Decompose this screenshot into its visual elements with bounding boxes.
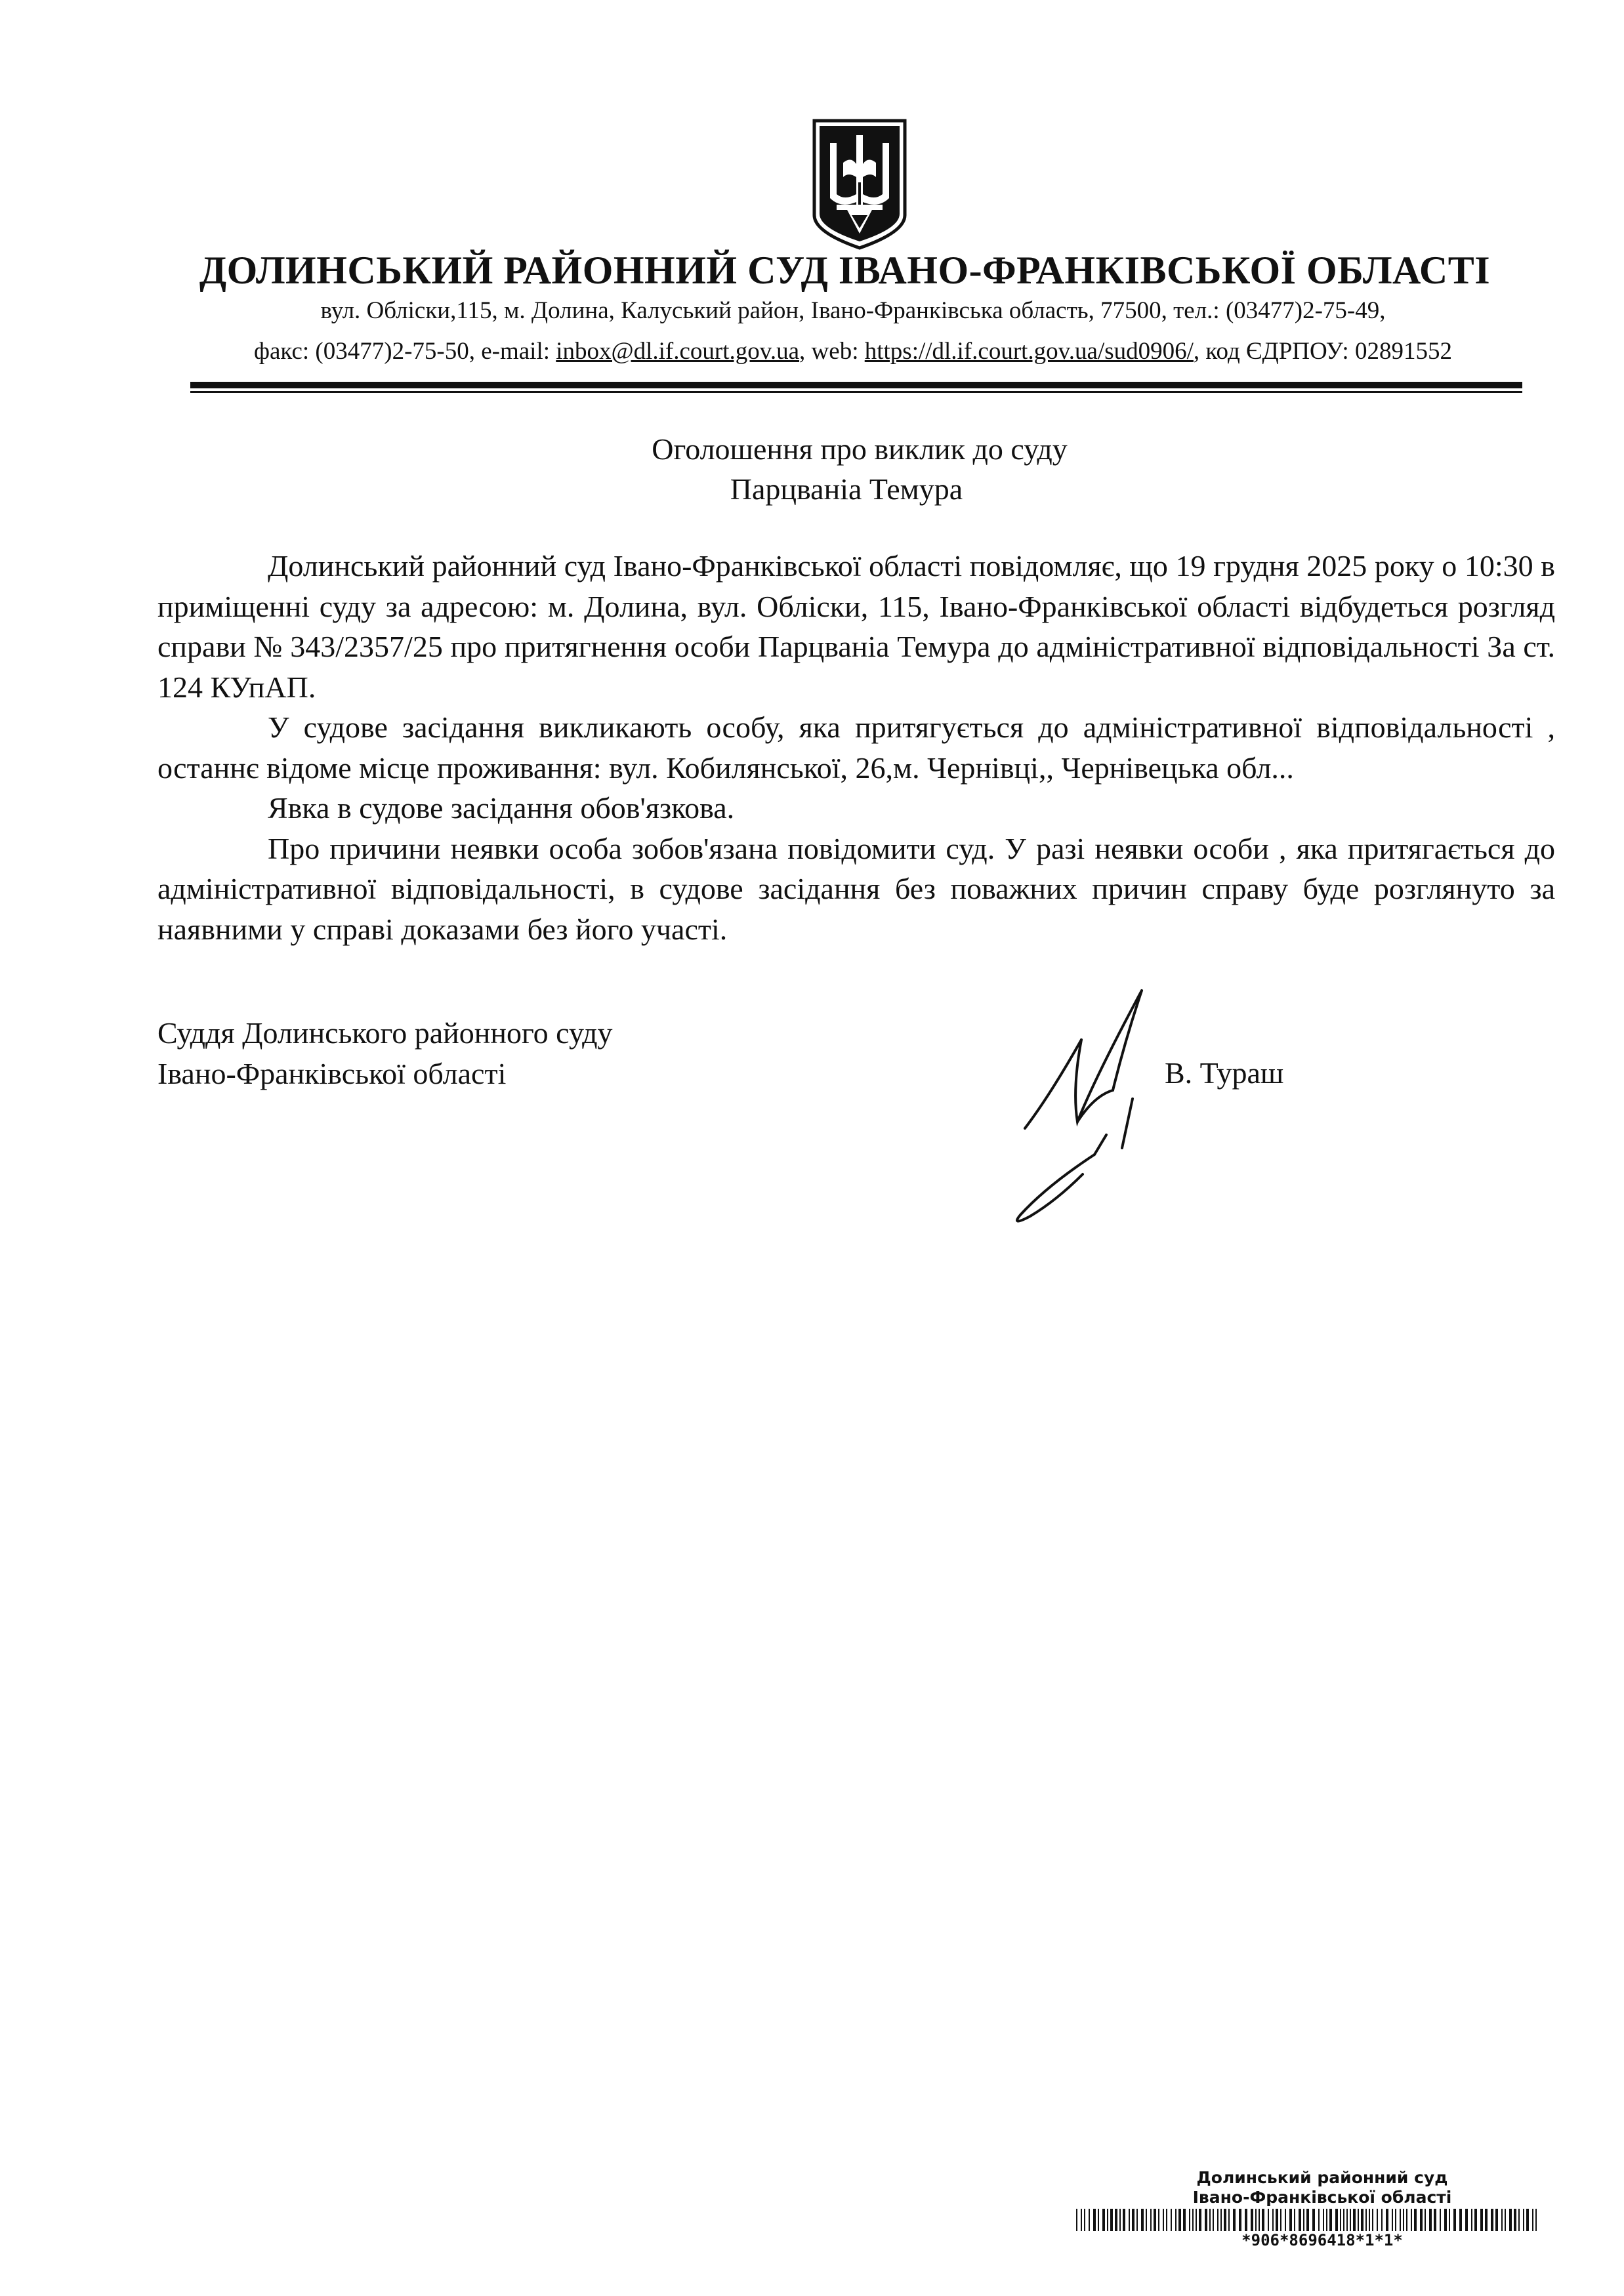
barcode-bar <box>1365 2209 1367 2231</box>
barcode-bar <box>1259 2209 1260 2231</box>
judge-title <box>157 1013 613 1094</box>
barcode-bar <box>1084 2209 1085 2231</box>
fax-text: факс: (03477)2-75-50, e-mail: <box>254 338 556 365</box>
notice-title: Оголошення про виклик до суду <box>652 432 1068 466</box>
barcode-bar <box>1239 2209 1241 2231</box>
barcode-bar <box>1115 2209 1117 2231</box>
court-name: ДОЛИНСЬКИЙ РАЙОННИЙ СУД ІВАНО-ФРАНКІВСЬКОЇ ОБЛАСТІ <box>199 249 1491 292</box>
barcode-bar <box>1199 2209 1201 2231</box>
barcode-bar <box>1495 2209 1498 2231</box>
barcode-bar <box>1192 2209 1194 2231</box>
barcode-bar <box>1262 2209 1264 2231</box>
barcode-bar <box>1183 2209 1186 2231</box>
edrpou-code: , код ЄДРПОУ: 02891552 <box>1193 338 1452 365</box>
stamp-code: *906*8696418*1*1* <box>1241 2231 1403 2249</box>
barcode-bar <box>1209 2209 1211 2231</box>
coat-of-arms-icon <box>810 117 909 251</box>
barcode-bar <box>1107 2209 1108 2231</box>
barcode-bar <box>1251 2209 1253 2231</box>
barcode-bar <box>1098 2209 1099 2231</box>
notice-person: Парцваніа Темура <box>730 472 963 506</box>
notice-body <box>157 546 1555 949</box>
barcode-bar <box>1323 2209 1324 2231</box>
stamp-court-name: Долинський районний суд <box>1196 2168 1448 2187</box>
barcode-bar <box>1299 2209 1301 2231</box>
barcode-bar <box>1353 2209 1356 2231</box>
barcode-bar <box>1361 2209 1364 2231</box>
barcode-bar <box>1505 2209 1506 2231</box>
barcode-bar <box>1532 2209 1533 2231</box>
barcode-bar <box>1326 2209 1327 2231</box>
barcode-bar <box>1276 2209 1278 2231</box>
barcode-bar <box>1377 2209 1378 2231</box>
header-divider-thick <box>190 382 1522 388</box>
barcode-bar <box>1132 2209 1135 2231</box>
judge-title-line: Суддя Долинського районного суду <box>157 1016 613 1050</box>
barcode-bar <box>1268 2209 1269 2231</box>
barcode-bar <box>1285 2209 1286 2231</box>
barcode-bar <box>1514 2209 1516 2231</box>
barcode-bar <box>1175 2209 1176 2231</box>
barcode-bar <box>1425 2209 1426 2231</box>
barcode-bar <box>1213 2209 1214 2231</box>
barcode-bar <box>1406 2209 1407 2231</box>
barcode-bar <box>1228 2209 1230 2231</box>
barcode-bar <box>1154 2209 1156 2231</box>
barcode-bar <box>1526 2209 1529 2231</box>
barcode-bar <box>1465 2209 1468 2231</box>
court-contacts <box>157 337 1549 365</box>
barcode-bar <box>1329 2209 1332 2231</box>
header-divider-thin <box>190 391 1522 393</box>
judge-title-line: Івано-Франківської області <box>157 1057 507 1090</box>
barcode-bar <box>1220 2209 1222 2231</box>
barcode-bar <box>1372 2209 1373 2231</box>
barcode-bar <box>1434 2209 1436 2231</box>
barcode-bar <box>1289 2209 1292 2231</box>
email-link[interactable]: inbox@dl.if.court.gov.ua <box>556 338 800 365</box>
barcode-icon <box>1076 2209 1542 2231</box>
web-label: , web: <box>799 338 865 365</box>
barcode-bar <box>1217 2209 1218 2231</box>
paragraph-absence: Про причини неявки особа зобов'язана повідомити суд. У разі неявки особи , яка притягається до адміністративної відповідальності, в судове засідання без поважних причин справу буде розглянуто за наявними у справі доказами без його участі. <box>157 831 1555 946</box>
barcode-bar <box>1123 2209 1125 2231</box>
handwritten-signature <box>984 964 1155 1227</box>
barcode-bar <box>1141 2209 1144 2231</box>
barcode-bar <box>1449 2209 1450 2231</box>
barcode-bar <box>1429 2209 1432 2231</box>
barcode-bar <box>1459 2209 1462 2231</box>
barcode-bar <box>1411 2209 1412 2231</box>
registration-stamp <box>1076 2168 1542 2249</box>
barcode-bar <box>1280 2209 1281 2231</box>
barcode-bar <box>1335 2209 1338 2231</box>
barcode-bar <box>1350 2209 1351 2231</box>
barcode-bar <box>1386 2209 1388 2231</box>
barcode-bar <box>1224 2209 1226 2231</box>
barcode-bar <box>1166 2209 1167 2231</box>
barcode-bar <box>1509 2209 1512 2231</box>
court-address: вул. Облiски,115, м. Долина, Калуський район, Iвано-Франкiвська область, 77500, тел.: (03477)2-75-49, <box>320 297 1386 324</box>
barcode-bar <box>1102 2209 1105 2231</box>
barcode-bar <box>1343 2209 1344 2231</box>
barcode-bar <box>1294 2209 1295 2231</box>
barcode-bar <box>1089 2209 1090 2231</box>
barcode-bar <box>1340 2209 1341 2231</box>
barcode-bar <box>1272 2209 1274 2231</box>
paragraph-summons: У судове засідання викликають особу, яка притягується до адміністративної відповідальності , останнє відоме місце проживання: вул. Кобилянської, 26,м. Чернівці,, Чернівецька обл... <box>157 710 1555 785</box>
barcode-bar <box>1440 2209 1441 2231</box>
barcode-bar <box>1420 2209 1423 2231</box>
barcode-bar <box>1453 2209 1456 2231</box>
barcode-bar <box>1233 2209 1236 2231</box>
barcode-bar <box>1255 2209 1257 2231</box>
barcode-bar <box>1119 2209 1121 2231</box>
barcode-bar <box>1535 2209 1537 2231</box>
barcode-bar <box>1158 2209 1159 2231</box>
barcode-bar <box>1400 2209 1401 2231</box>
barcode-bar <box>1471 2209 1472 2231</box>
barcode-bar <box>1245 2209 1247 2231</box>
barcode-bar <box>1146 2209 1147 2231</box>
barcode-bar <box>1306 2209 1309 2231</box>
judge-name: В. Тураш <box>1165 1056 1284 1090</box>
paragraph-attendance: Явка в судове засідання обов'язкова. <box>268 791 735 825</box>
barcode-bar <box>1414 2209 1417 2231</box>
barcode-bar <box>1312 2209 1315 2231</box>
barcode-bar <box>1501 2209 1503 2231</box>
barcode-bar <box>1485 2209 1488 2231</box>
barcode-bar <box>1171 2209 1172 2231</box>
barcode-bar <box>1136 2209 1138 2231</box>
barcode-bar <box>1150 2209 1152 2231</box>
barcode-bar <box>1205 2209 1207 2231</box>
barcode-bar <box>1346 2209 1348 2231</box>
barcode-bar <box>1129 2209 1130 2231</box>
barcode-bar <box>1369 2209 1370 2231</box>
barcode-bar <box>1444 2209 1447 2231</box>
barcode-bar <box>1081 2209 1082 2231</box>
barcode-bar <box>1163 2209 1164 2231</box>
barcode-bar <box>1474 2209 1477 2231</box>
barcode-bar <box>1196 2209 1197 2231</box>
barcode-bar <box>1189 2209 1190 2231</box>
barcode-bar <box>1076 2209 1077 2231</box>
barcode-bar <box>1093 2209 1096 2231</box>
barcode-bar <box>1392 2209 1393 2231</box>
barcode-bar <box>1491 2209 1493 2231</box>
barcode-bar <box>1403 2209 1404 2231</box>
barcode-bar <box>1523 2209 1524 2231</box>
web-link[interactable]: https://dl.if.court.gov.ua/sud0906/ <box>864 338 1194 365</box>
barcode-bar <box>1518 2209 1520 2231</box>
barcode-bar <box>1318 2209 1320 2231</box>
barcode-bar <box>1178 2209 1181 2231</box>
barcode-bar <box>1395 2209 1396 2231</box>
barcode-bar <box>1358 2209 1359 2231</box>
paragraph-hearing: Долинський районний суд Івано-Франківської області повідомляє, що 19 грудня 2025 року о 10:30 в приміщенні суду за адресою: м. Долина, вул. Обліски, 115, Івано-Франківської області відбудеться розгляд справи № 343/2357/25 про притягнення особи Парцваніа Темура до адміністративної відповідальності За ст. 124 КУпАП. <box>157 549 1555 704</box>
barcode-bar <box>1110 2209 1113 2231</box>
stamp-region: Івано-Франківської області <box>1192 2188 1452 2207</box>
barcode-bar <box>1480 2209 1483 2231</box>
barcode-bar <box>1303 2209 1304 2231</box>
barcode-bar <box>1381 2209 1383 2231</box>
